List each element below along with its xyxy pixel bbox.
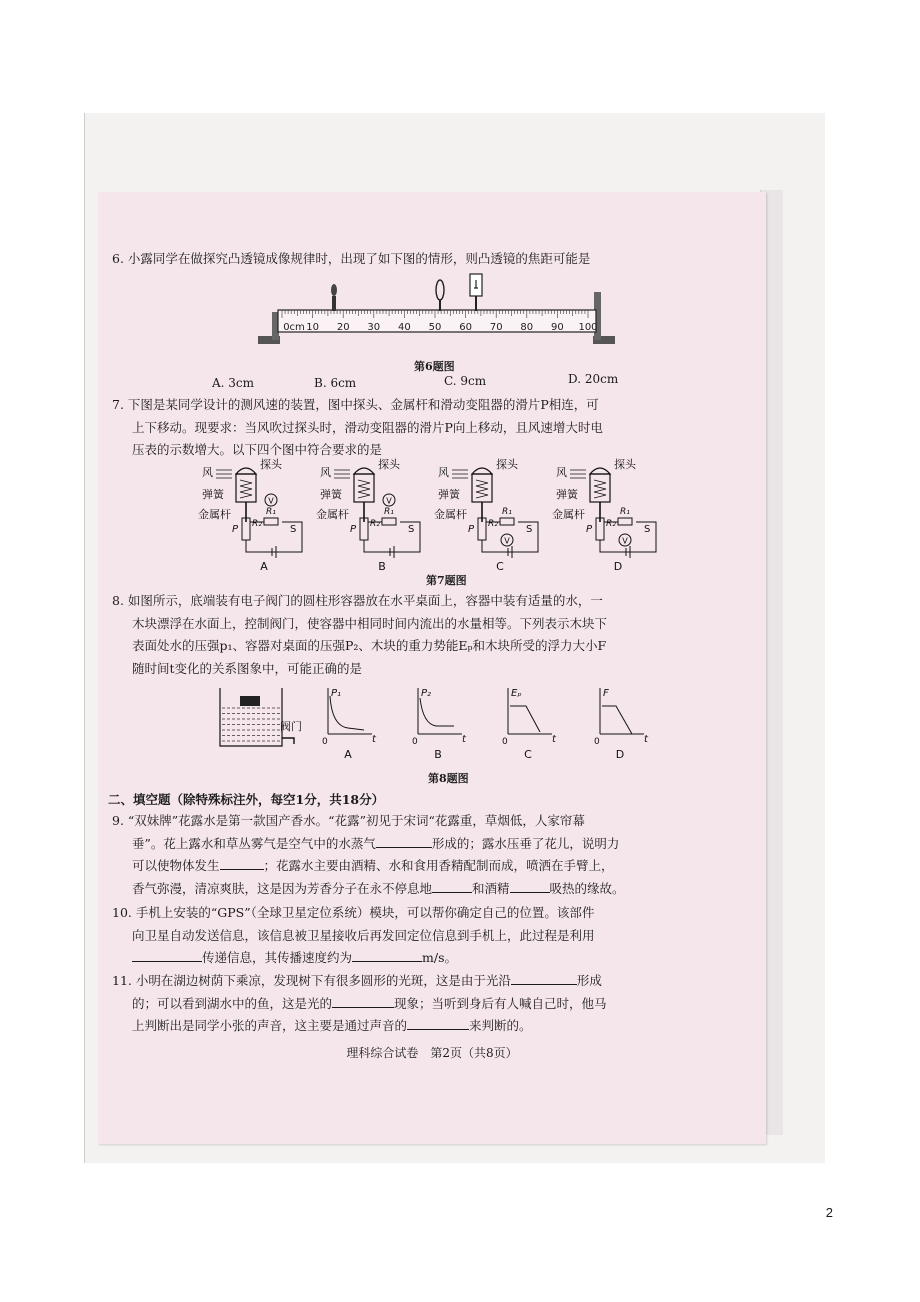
answer-blank[interactable] <box>510 878 550 893</box>
spring-icon <box>476 480 488 498</box>
circuit-diagram-d <box>552 457 656 573</box>
x-axis-label: t <box>462 734 466 745</box>
answer-blank[interactable] <box>376 833 432 848</box>
origin-label: 0 <box>412 737 418 747</box>
option-letter: B <box>434 748 442 761</box>
spring-label: 弹簧 <box>202 488 224 501</box>
wind-label: 风 <box>438 466 449 479</box>
q6-option-b: B. 6cm <box>314 376 357 390</box>
page-number: 2 <box>825 1205 833 1220</box>
figure-6-caption: 第6题图 <box>414 360 455 373</box>
question-11 <box>112 970 748 1038</box>
question-7-line-1: 7. 下图是某同学设计的测风速的装置，图中探头、金属杆和滑动变阻器的滑片P相连，可 <box>112 397 599 412</box>
ruler-tick-label: 50 <box>428 322 442 333</box>
y-axis-label: P₁ <box>331 688 342 699</box>
question-10-line-2: 向卫星自动发送信息，该信息被卫星接收后再发回定位信息到手机上，此过程是利用 <box>132 927 595 943</box>
option-letter: C <box>524 748 532 761</box>
slider-p-label: P <box>468 524 475 535</box>
resistor-r1 <box>618 518 632 525</box>
voltmeter-label: V <box>268 496 274 506</box>
ruler-tick-label: 30 <box>367 322 381 333</box>
x-axis-label: t <box>372 734 376 745</box>
question-10 <box>112 902 748 970</box>
probe-label: 探头 <box>260 458 282 471</box>
question-9-line-4: 香气弥漫，清凉爽肤，这是因为芳香分子在永不停息地 和酒精 吸热的缘故。 <box>112 878 748 901</box>
wind-label: 风 <box>202 466 213 479</box>
tube <box>236 474 256 502</box>
voltmeter-label: V <box>622 536 628 546</box>
tube <box>354 474 374 502</box>
origin-label: 0 <box>594 737 600 747</box>
question-8-line-4: 随时间t变化的关系图象中，可能正确的是 <box>132 660 363 676</box>
circuit-diagram-c <box>434 457 538 573</box>
ruler-tick-label: 20 <box>336 322 350 333</box>
origin-label: 0 <box>322 737 328 747</box>
question-8-line-2: 木块漂浮在水面上，控制阀门，使容器中相同时间内流出的水量相等。下列表示木块下 <box>132 615 608 631</box>
slider-p-label: P <box>586 524 593 535</box>
r1-label: R₁ <box>620 507 630 517</box>
switch-label: S <box>644 524 651 535</box>
q6-option-d: D. 20cm <box>568 372 619 386</box>
option-letter: B <box>378 560 386 573</box>
candle-flame <box>331 284 337 296</box>
switch-label: S <box>408 524 415 535</box>
question-6-stem: 6. 小露同学在做探究凸透镜成像规律时，出现了如下图的情形，则凸透镜的焦距可能是 <box>112 251 591 266</box>
question-11-line-1: 11. 小明在湖边树荫下乘凉，发现树下有很多圆形的光斑，这是由于光沿 形成 <box>112 970 748 993</box>
ruler-tick-label: 80 <box>520 322 534 333</box>
spring-icon <box>594 480 606 498</box>
option-letter: D <box>613 560 623 573</box>
r1-label: R₁ <box>502 507 512 517</box>
y-axis-label: P₂ <box>421 688 432 699</box>
graph-d <box>594 688 649 761</box>
question-11-line-2: 的；可以看到湖水中的鱼，这是光的 现象；当听到身后有人喊自己时，他马 <box>112 993 748 1016</box>
tube <box>472 474 492 502</box>
question-9-line-3: 可以使物体发生 ；花露水主要由酒精、水和食用香精配制而成，喷洒在手臂上， <box>112 855 748 878</box>
figure-8-caption: 第8题图 <box>428 772 469 785</box>
answer-blank[interactable] <box>407 1015 469 1030</box>
answer-blank[interactable] <box>132 947 202 962</box>
switch-label: S <box>526 524 533 535</box>
y-axis-label: F <box>603 688 609 699</box>
wooden-block <box>240 696 260 706</box>
question-8-line-3: 表面处水的压强p₁、容器对桌面的压强P₂、木块的重力势能Eₚ和木块所受的浮力大小F <box>132 638 607 653</box>
question-7-line-3: 压表的示数增大。以下四个图中符合要求的是 <box>132 442 383 457</box>
page-footer: 理科综合试卷 第2页（共8页） <box>346 1046 518 1060</box>
ruler-tick-label: 100 <box>578 322 598 333</box>
graph-curve <box>602 706 632 734</box>
spring-icon <box>240 480 252 498</box>
section-2-heading: 二、填空题（除特殊标注外，每空1分，共18分） <box>108 792 385 807</box>
question-10-line-3: 传递信息，其传播速度约为 m/s。 <box>112 947 748 970</box>
probe-label: 探头 <box>614 458 636 471</box>
ruler-tick-label: 90 <box>551 322 564 333</box>
convex-lens <box>436 280 444 300</box>
question-8-line-1: 8. 如图所示，底端装有电子阀门的圆柱形容器放在水平桌面上，容器中装有适量的水，一 <box>112 593 603 608</box>
rod-label: 金属杆 <box>552 508 585 521</box>
figure-7-caption: 第7题图 <box>426 574 467 587</box>
graph-curve <box>510 706 540 732</box>
tube <box>590 474 610 502</box>
rod-label: 金属杆 <box>316 508 349 521</box>
resistor-r1 <box>264 518 278 525</box>
voltmeter-label: V <box>504 536 510 546</box>
answer-blank[interactable] <box>352 947 422 962</box>
question-9 <box>112 810 748 900</box>
answer-blank[interactable] <box>511 970 577 985</box>
y-axis-label: Eₚ <box>511 688 522 699</box>
candle <box>332 296 336 311</box>
graph-curve <box>420 698 454 726</box>
ruler-tick-label: 10 <box>306 322 319 333</box>
resistor-r1 <box>500 518 514 525</box>
spring-label: 弹簧 <box>556 488 578 501</box>
circuit-diagram-a <box>198 457 302 573</box>
option-letter: A <box>344 748 352 761</box>
question-9-line-1: 9. “双妹牌”花露水是第一款国产香水。“花露”初见于宋词“花露重，草烟低，人家帘幕 <box>112 813 585 828</box>
graph-curve <box>330 696 364 730</box>
r1-label: R₁ <box>266 507 276 517</box>
question-8 <box>112 590 748 680</box>
exam-page <box>98 192 766 1144</box>
slider-p-label: P <box>350 524 357 535</box>
question-6 <box>112 248 748 271</box>
ruler-tick-label: 0cm <box>283 322 305 333</box>
option-letter: C <box>496 560 504 573</box>
r2-label: R₂ <box>252 519 262 529</box>
ruler-tick-label: 70 <box>489 322 503 333</box>
rod-label: 金属杆 <box>198 508 231 521</box>
question-9-line-2: 垂”。花上露水和草丛雾气是空气中的水蒸气 形成的；露水压垂了花儿，说明力 <box>112 833 748 856</box>
r2-label: R₂ <box>370 519 380 529</box>
option-letter: A <box>260 560 268 573</box>
switch-label: S <box>290 524 297 535</box>
voltmeter-label: V <box>386 496 392 506</box>
x-axis-label: t <box>644 734 648 745</box>
wind-label: 风 <box>320 466 331 479</box>
spring-label: 弹簧 <box>320 488 342 501</box>
container-and-graphs-figure <box>218 684 688 770</box>
spring-icon <box>358 480 370 498</box>
resistor-r1 <box>382 518 396 525</box>
graph-c <box>502 688 557 761</box>
circuit-diagram-b <box>316 457 420 573</box>
r2-label: R₂ <box>606 519 616 529</box>
question-10-line-1: 10. 手机上安装的“GPS”（全球卫星定位系统）模块，可以帮你确定自己的位置。该部件 <box>112 905 595 920</box>
wind-label: 风 <box>556 466 567 479</box>
answer-blank[interactable] <box>332 993 394 1008</box>
q6-option-a: A. 3cm <box>212 376 255 390</box>
probe-label: 探头 <box>378 458 400 471</box>
rod-label: 金属杆 <box>434 508 467 521</box>
question-11-line-3: 上判断出是同学小张的声音，这主要是通过声音的 来判断的。 <box>112 1015 748 1038</box>
option-letter: D <box>615 748 625 761</box>
graph-b <box>412 688 467 761</box>
probe-label: 探头 <box>496 458 518 471</box>
question-7 <box>112 394 748 462</box>
wind-speed-circuit-figures <box>198 458 672 573</box>
probe <box>472 468 492 474</box>
answer-blank[interactable] <box>220 855 264 870</box>
probe <box>236 468 256 474</box>
r2-label: R₂ <box>488 519 498 529</box>
ruler-tick-label: 40 <box>398 322 411 333</box>
optical-bench-figure <box>258 280 628 358</box>
q6-option-c: C. 9cm <box>444 374 487 388</box>
answer-blank[interactable] <box>432 878 472 893</box>
x-axis-label: t <box>552 734 556 745</box>
ruler-tick-label: 60 <box>459 322 472 333</box>
water-container <box>220 688 302 746</box>
graph-a <box>322 688 377 761</box>
valve-pipe <box>282 738 294 744</box>
spring-label: 弹簧 <box>438 488 460 501</box>
probe <box>354 468 374 474</box>
r1-label: R₁ <box>384 507 394 517</box>
slider-p-label: P <box>232 524 239 535</box>
question-7-line-2: 上下移动。现要求：当风吹过探头时，滑动变阻器的滑片P向上移动，且风速增大时电 <box>132 419 603 435</box>
origin-label: 0 <box>502 737 508 747</box>
probe <box>590 468 610 474</box>
valve-label: 阀门 <box>280 720 302 733</box>
